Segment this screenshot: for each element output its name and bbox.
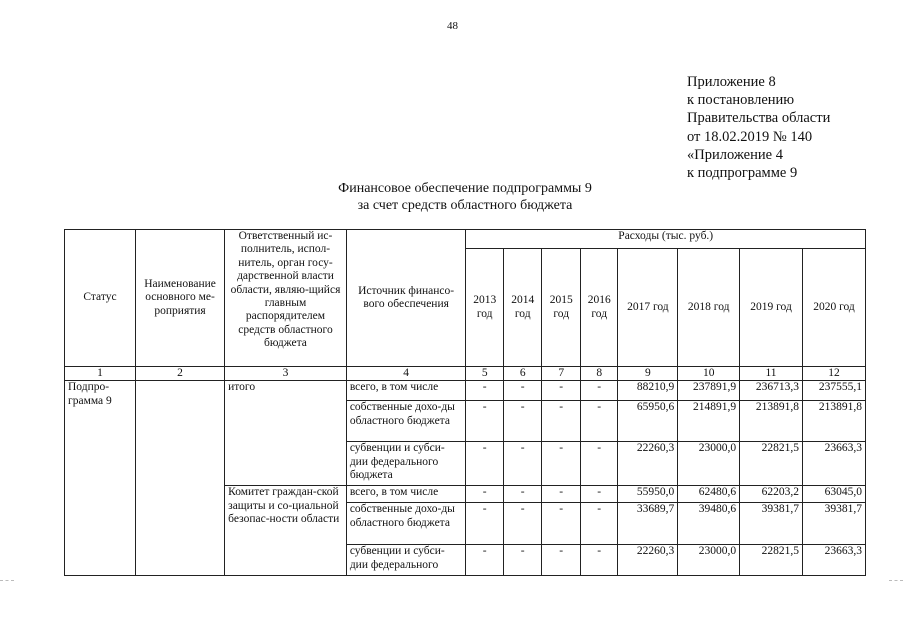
value-cell: 55950,0 xyxy=(618,486,678,503)
value-cell: 22260,3 xyxy=(618,442,678,486)
header-executor: Ответственный ис-полнитель, испол-нитель, орган госу-дарственной власти области, являю-щийся главным распорядителем средств областного бюджета xyxy=(225,230,347,367)
header-year: 2017 год xyxy=(618,249,678,367)
header-year: 2015 год xyxy=(542,249,581,367)
header-row xyxy=(65,230,866,249)
value-cell: - xyxy=(580,545,618,576)
value-cell: - xyxy=(580,503,618,545)
value-cell: - xyxy=(503,381,542,401)
column-number: 3 xyxy=(225,367,347,381)
header-year: 2016 год xyxy=(580,249,618,367)
value-cell: - xyxy=(580,401,618,442)
appendix-line: «Приложение 4 xyxy=(687,146,783,163)
appendix-line: к подпрограмме 9 xyxy=(687,165,798,182)
value-cell: 62203,2 xyxy=(740,486,803,503)
column-number: 4 xyxy=(346,367,466,381)
scan-edge-mark xyxy=(889,580,903,582)
value-cell: 237555,1 xyxy=(802,381,865,401)
appendix-line: Приложение 8 xyxy=(687,74,776,90)
appendix-line: к постановлению xyxy=(687,92,795,109)
source-cell: всего, в том числе xyxy=(346,486,466,503)
value-cell: 22821,5 xyxy=(740,442,803,486)
value-cell: - xyxy=(466,503,504,545)
source-cell: субвенции и субси-дии федерального xyxy=(346,545,466,576)
value-cell: 39381,7 xyxy=(740,503,803,545)
value-cell: 88210,9 xyxy=(618,381,678,401)
value-cell: 214891,9 xyxy=(678,401,740,442)
value-cell: 23000,0 xyxy=(678,442,740,486)
column-number: 12 xyxy=(802,367,865,381)
column-numbers-row xyxy=(65,367,866,381)
value-cell: 213891,8 xyxy=(802,401,865,442)
value-cell: - xyxy=(466,486,504,503)
value-cell: - xyxy=(503,486,542,503)
title-line: за счет средств областного бюджета xyxy=(357,198,573,213)
value-cell: 22260,3 xyxy=(618,545,678,576)
value-cell: 22821,5 xyxy=(740,545,803,576)
column-number: 1 xyxy=(65,367,136,381)
value-cell: 23000,0 xyxy=(678,545,740,576)
source-cell: всего, в том числе xyxy=(346,381,466,401)
source-cell: собственные дохо-ды областного бюджета xyxy=(346,503,466,545)
header-year: 2019 год xyxy=(740,249,803,367)
executor-cell: Комитет граждан-ской защиты и со-циальной безопас-ности области xyxy=(225,486,347,576)
appendix-line: Правительства области xyxy=(687,110,831,127)
value-cell: - xyxy=(466,442,504,486)
value-cell: - xyxy=(542,381,581,401)
appendix-block xyxy=(687,73,830,182)
header-year: 2020 год xyxy=(802,249,865,367)
value-cell: 23663,3 xyxy=(802,545,865,576)
value-cell: 237891,9 xyxy=(678,381,740,401)
status-cell: Подпро-грамма 9 xyxy=(65,381,136,576)
value-cell: 39480,6 xyxy=(678,503,740,545)
document-title xyxy=(300,180,630,214)
value-cell: 65950,6 xyxy=(618,401,678,442)
value-cell: - xyxy=(542,545,581,576)
measure-cell xyxy=(135,381,224,576)
column-number: 10 xyxy=(678,367,740,381)
column-number: 8 xyxy=(580,367,618,381)
header-status: Статус xyxy=(65,230,136,367)
column-number: 2 xyxy=(135,367,224,381)
value-cell: - xyxy=(580,442,618,486)
header-year: 2013 год xyxy=(466,249,504,367)
header-year: 2014 год xyxy=(503,249,542,367)
value-cell: - xyxy=(503,503,542,545)
column-number: 5 xyxy=(466,367,504,381)
value-cell: - xyxy=(503,442,542,486)
value-cell: 39381,7 xyxy=(802,503,865,545)
header-source: Источник финансо-вого обеспечения xyxy=(346,230,466,367)
value-cell: - xyxy=(542,503,581,545)
column-number: 11 xyxy=(740,367,803,381)
value-cell: 62480,6 xyxy=(678,486,740,503)
title-line: Финансовое обеспечение подпрограммы 9 xyxy=(338,181,592,196)
value-cell: - xyxy=(542,442,581,486)
value-cell: - xyxy=(580,486,618,503)
value-cell: - xyxy=(503,401,542,442)
value-cell: 63045,0 xyxy=(802,486,865,503)
value-cell: 33689,7 xyxy=(618,503,678,545)
value-cell: - xyxy=(580,381,618,401)
financing-table xyxy=(64,229,866,576)
column-number: 9 xyxy=(618,367,678,381)
table-row xyxy=(65,381,866,401)
page-number: 48 xyxy=(447,20,458,32)
source-cell: собственные дохо-ды областного бюджета xyxy=(346,401,466,442)
value-cell: 236713,3 xyxy=(740,381,803,401)
appendix-line: от 18.02.2019 № 140 xyxy=(687,128,813,145)
executor-cell: итого xyxy=(225,381,347,486)
value-cell: - xyxy=(503,545,542,576)
value-cell: - xyxy=(466,545,504,576)
header-expenses: Расходы (тыс. руб.) xyxy=(466,230,866,249)
value-cell: 213891,8 xyxy=(740,401,803,442)
column-number: 7 xyxy=(542,367,581,381)
column-number: 6 xyxy=(503,367,542,381)
scan-edge-mark xyxy=(0,580,14,582)
value-cell: 23663,3 xyxy=(802,442,865,486)
header-year: 2018 год xyxy=(678,249,740,367)
value-cell: - xyxy=(466,401,504,442)
value-cell: - xyxy=(542,401,581,442)
source-cell: субвенции и субси-дии федерального бюджета xyxy=(346,442,466,486)
value-cell: - xyxy=(466,381,504,401)
header-measure: Наименование основного ме-роприятия xyxy=(135,230,224,367)
value-cell: - xyxy=(542,486,581,503)
